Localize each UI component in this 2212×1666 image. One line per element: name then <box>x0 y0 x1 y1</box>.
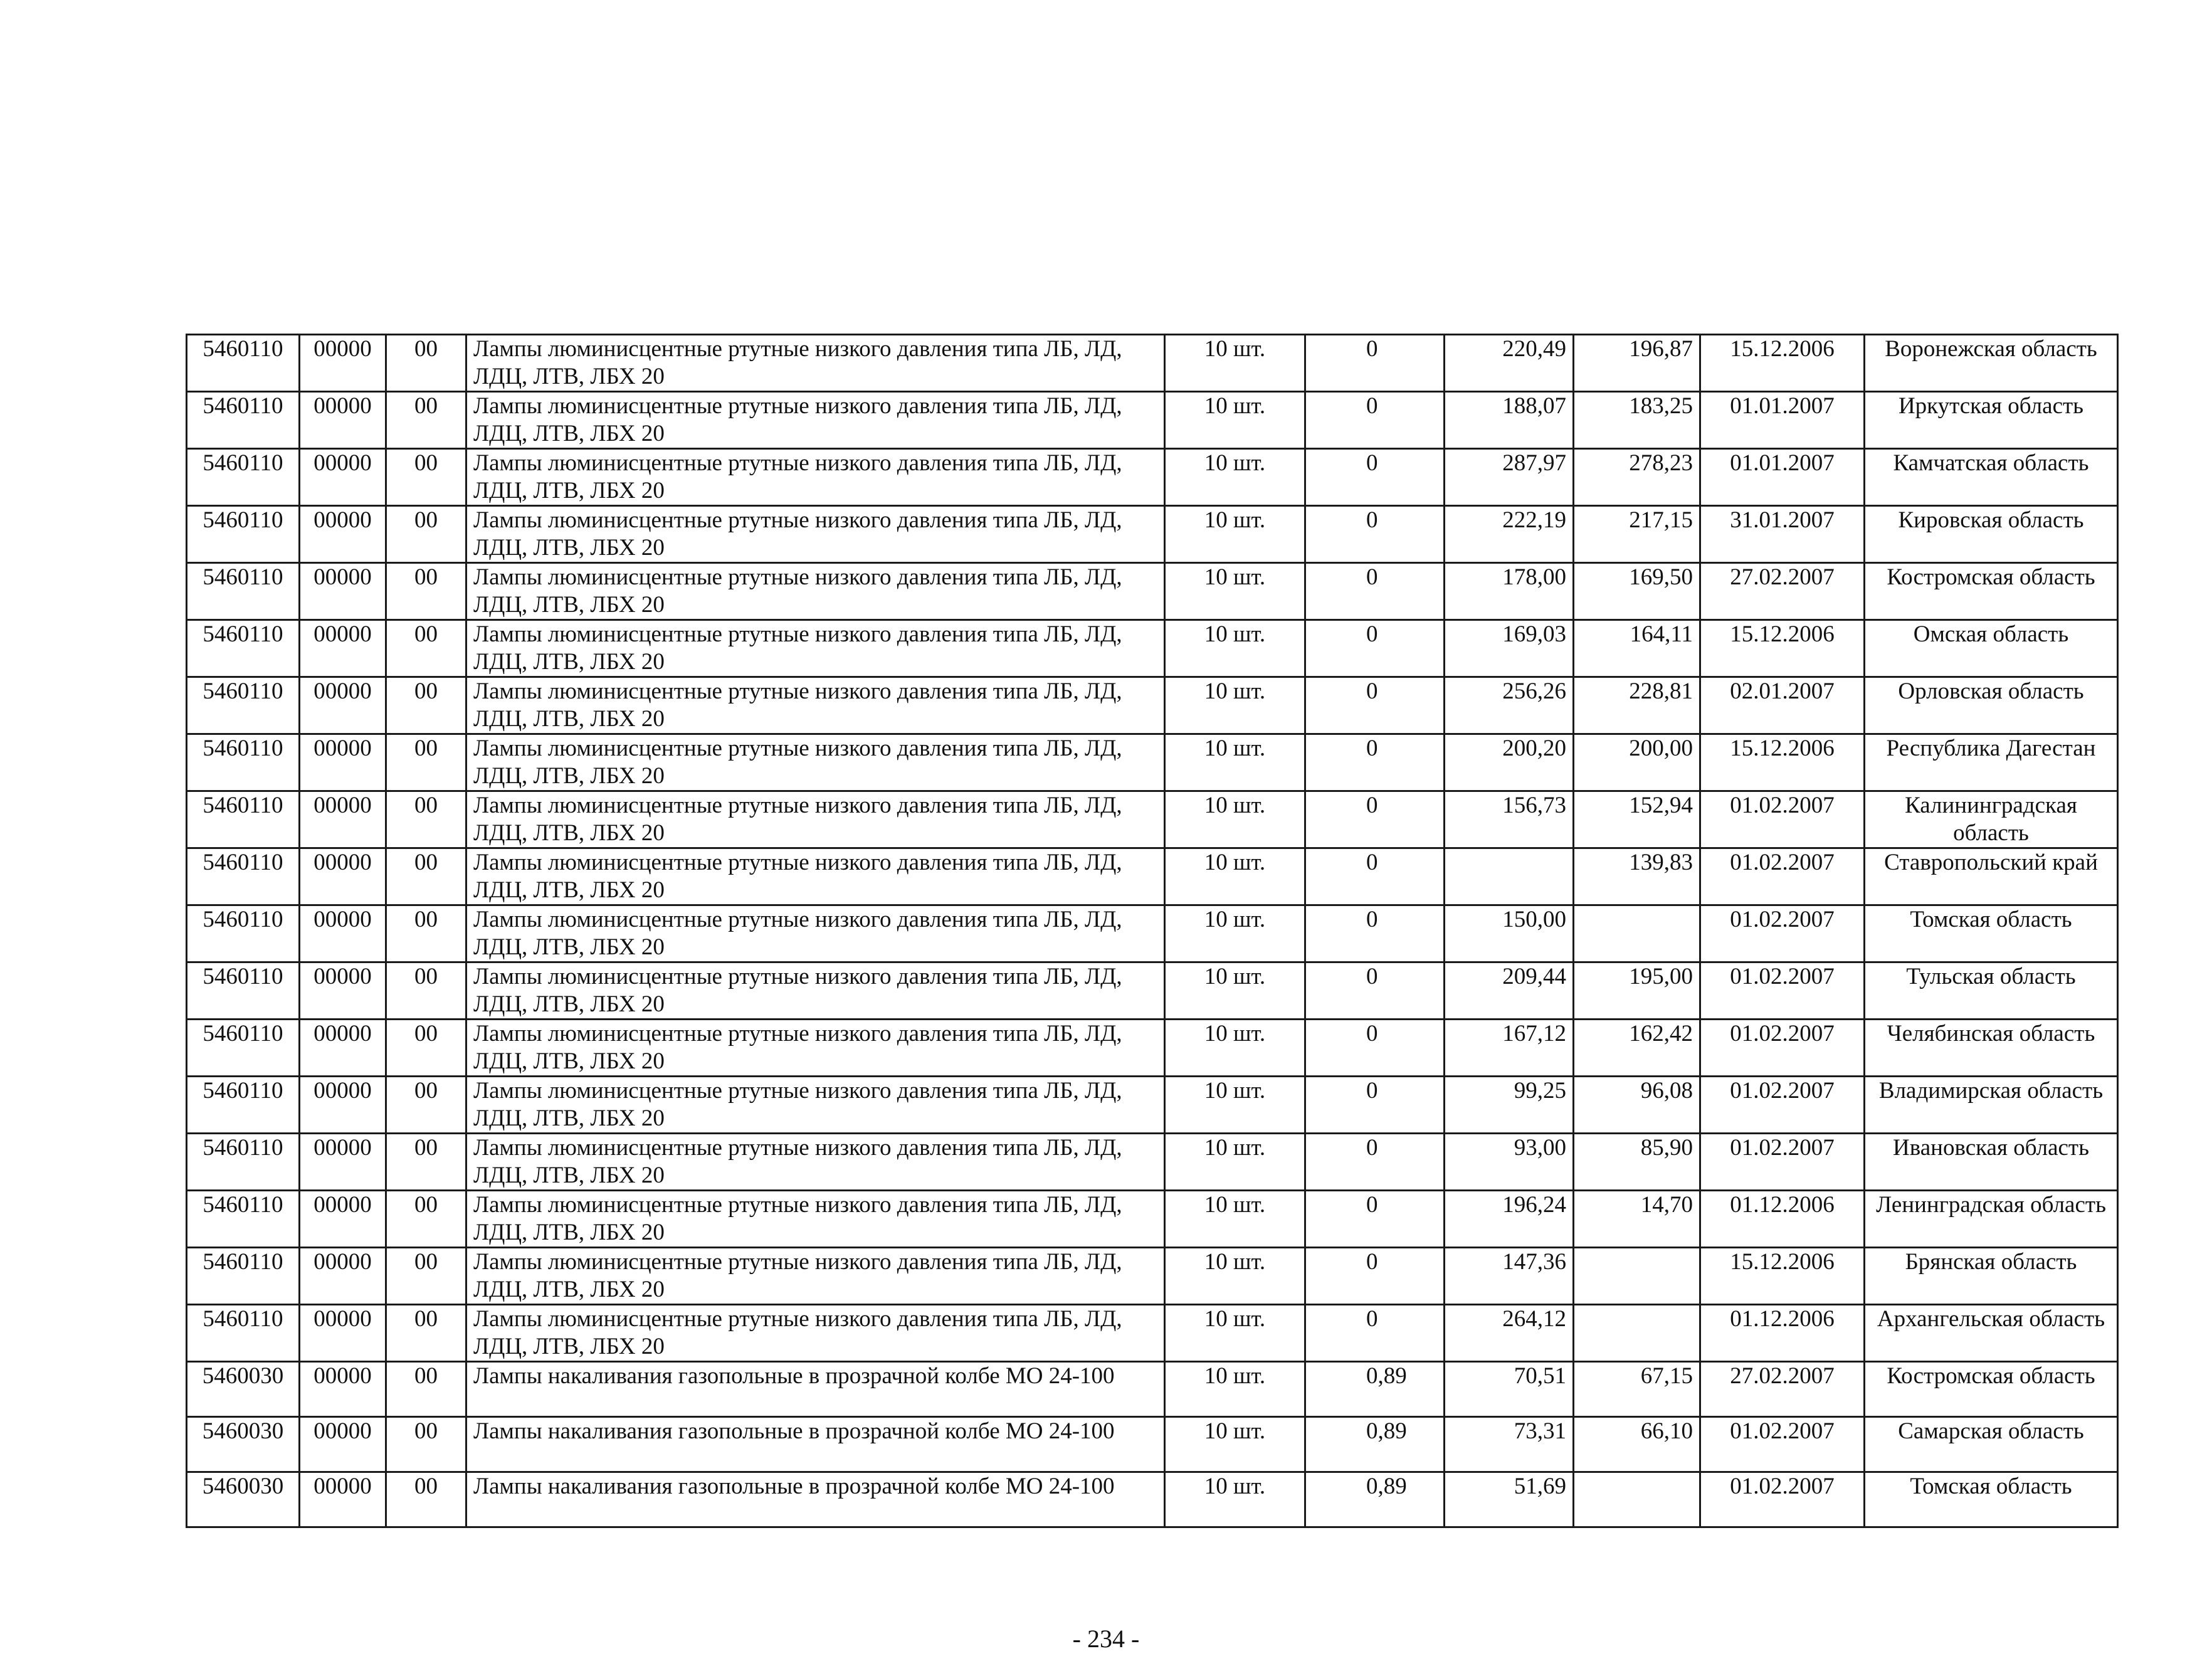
code-cell: 5460110 <box>187 335 300 392</box>
value3-cell <box>1574 1305 1700 1362</box>
flag-cell: 00 <box>386 449 466 506</box>
code-cell: 5460030 <box>187 1417 300 1472</box>
subcode-cell: 00000 <box>300 449 386 506</box>
subcode-cell: 00000 <box>300 1362 386 1417</box>
unit-cell: 10 шт. <box>1165 1020 1305 1077</box>
code-cell: 5460110 <box>187 1248 300 1305</box>
unit-cell: 10 шт. <box>1165 962 1305 1020</box>
table-row <box>187 1020 2118 1077</box>
unit-cell: 10 шт. <box>1165 335 1305 392</box>
date-cell: 27.02.2007 <box>1700 563 1865 620</box>
unit-cell: 10 шт. <box>1165 905 1305 962</box>
subcode-cell: 00000 <box>300 962 386 1020</box>
value2-cell: 51,69 <box>1445 1472 1574 1527</box>
subcode-cell: 00000 <box>300 392 386 449</box>
flag-cell: 00 <box>386 1020 466 1077</box>
table-row <box>187 791 2118 848</box>
product-name-cell: Лампы люминисцентные ртутные низкого давления типа ЛБ, ЛД, ЛДЦ, ЛТВ, ЛБХ 20 <box>466 734 1165 791</box>
unit-cell: 10 шт. <box>1165 1472 1305 1527</box>
value3-cell: 139,83 <box>1574 848 1700 905</box>
region-cell: Костромская область <box>1865 1362 2118 1417</box>
code-cell: 5460110 <box>187 848 300 905</box>
value2-cell: 222,19 <box>1445 506 1574 563</box>
table-row <box>187 1077 2118 1134</box>
subcode-cell: 00000 <box>300 1077 386 1134</box>
subcode-cell: 00000 <box>300 1020 386 1077</box>
flag-cell: 00 <box>386 620 466 677</box>
code-cell: 5460110 <box>187 620 300 677</box>
product-name-cell: Лампы люминисцентные ртутные низкого давления типа ЛБ, ЛД, ЛДЦ, ЛТВ, ЛБХ 20 <box>466 905 1165 962</box>
value3-cell: 200,00 <box>1574 734 1700 791</box>
unit-cell: 10 шт. <box>1165 848 1305 905</box>
region-cell: Республика Дагестан <box>1865 734 2118 791</box>
flag-cell: 00 <box>386 962 466 1020</box>
value2-cell: 220,49 <box>1445 335 1574 392</box>
product-name-cell: Лампы накаливания газопольные в прозрачной колбе МО 24-100 <box>466 1417 1165 1472</box>
value2-cell: 196,24 <box>1445 1191 1574 1248</box>
region-cell: Орловская область <box>1865 677 2118 734</box>
product-name-cell: Лампы люминисцентные ртутные низкого давления типа ЛБ, ЛД, ЛДЦ, ЛТВ, ЛБХ 20 <box>466 962 1165 1020</box>
value2-cell: 169,03 <box>1445 620 1574 677</box>
value2-cell: 70,51 <box>1445 1362 1574 1417</box>
product-name-cell: Лампы люминисцентные ртутные низкого давления типа ЛБ, ЛД, ЛДЦ, ЛТВ, ЛБХ 20 <box>466 506 1165 563</box>
flag-cell: 00 <box>386 848 466 905</box>
product-name-cell: Лампы люминисцентные ртутные низкого давления типа ЛБ, ЛД, ЛДЦ, ЛТВ, ЛБХ 20 <box>466 392 1165 449</box>
product-name-cell: Лампы люминисцентные ртутные низкого давления типа ЛБ, ЛД, ЛДЦ, ЛТВ, ЛБХ 20 <box>466 1077 1165 1134</box>
flag-cell: 00 <box>386 506 466 563</box>
table-row <box>187 620 2118 677</box>
flag-cell: 00 <box>386 392 466 449</box>
product-name-cell: Лампы люминисцентные ртутные низкого давления типа ЛБ, ЛД, ЛДЦ, ЛТВ, ЛБХ 20 <box>466 620 1165 677</box>
code-cell: 5460110 <box>187 563 300 620</box>
value2-cell: 188,07 <box>1445 392 1574 449</box>
value1-cell: 0,89 <box>1305 1472 1445 1527</box>
value1-cell: 0 <box>1305 620 1445 677</box>
date-cell: 15.12.2006 <box>1700 620 1865 677</box>
region-cell: Владимирская область <box>1865 1077 2118 1134</box>
product-name-cell: Лампы люминисцентные ртутные низкого давления типа ЛБ, ЛД, ЛДЦ, ЛТВ, ЛБХ 20 <box>466 449 1165 506</box>
flag-cell: 00 <box>386 905 466 962</box>
value3-cell: 196,87 <box>1574 335 1700 392</box>
region-cell: Камчатская область <box>1865 449 2118 506</box>
value3-cell <box>1574 905 1700 962</box>
date-cell: 01.02.2007 <box>1700 1472 1865 1527</box>
value2-cell: 156,73 <box>1445 791 1574 848</box>
code-cell: 5460110 <box>187 392 300 449</box>
date-cell: 01.02.2007 <box>1700 905 1865 962</box>
value1-cell: 0 <box>1305 1305 1445 1362</box>
region-cell: Воронежская область <box>1865 335 2118 392</box>
region-cell: Томская область <box>1865 1472 2118 1527</box>
flag-cell: 00 <box>386 1472 466 1527</box>
table-row <box>187 563 2118 620</box>
unit-cell: 10 шт. <box>1165 1134 1305 1191</box>
value1-cell: 0,89 <box>1305 1417 1445 1472</box>
code-cell: 5460110 <box>187 677 300 734</box>
table-row <box>187 1417 2118 1472</box>
unit-cell: 10 шт. <box>1165 791 1305 848</box>
value1-cell: 0 <box>1305 734 1445 791</box>
value1-cell: 0 <box>1305 962 1445 1020</box>
region-cell: Омская область <box>1865 620 2118 677</box>
flag-cell: 00 <box>386 1077 466 1134</box>
value1-cell: 0 <box>1305 335 1445 392</box>
value1-cell: 0 <box>1305 791 1445 848</box>
table-row <box>187 1472 2118 1527</box>
product-name-cell: Лампы накаливания газопольные в прозрачной колбе МО 24-100 <box>466 1362 1165 1417</box>
flag-cell: 00 <box>386 1362 466 1417</box>
value2-cell <box>1445 848 1574 905</box>
value3-cell: 66,10 <box>1574 1417 1700 1472</box>
value1-cell: 0 <box>1305 392 1445 449</box>
value3-cell: 278,23 <box>1574 449 1700 506</box>
region-cell: Кировская область <box>1865 506 2118 563</box>
date-cell: 01.02.2007 <box>1700 962 1865 1020</box>
unit-cell: 10 шт. <box>1165 1362 1305 1417</box>
region-cell: Ставропольский край <box>1865 848 2118 905</box>
price-table <box>186 334 2119 1528</box>
date-cell: 15.12.2006 <box>1700 734 1865 791</box>
value3-cell: 14,70 <box>1574 1191 1700 1248</box>
subcode-cell: 00000 <box>300 620 386 677</box>
value1-cell: 0 <box>1305 677 1445 734</box>
subcode-cell: 00000 <box>300 335 386 392</box>
date-cell: 15.12.2006 <box>1700 335 1865 392</box>
table-row <box>187 449 2118 506</box>
subcode-cell: 00000 <box>300 1417 386 1472</box>
code-cell: 5460110 <box>187 962 300 1020</box>
unit-cell: 10 шт. <box>1165 392 1305 449</box>
flag-cell: 00 <box>386 1248 466 1305</box>
value3-cell: 217,15 <box>1574 506 1700 563</box>
code-cell: 5460110 <box>187 734 300 791</box>
date-cell: 01.12.2006 <box>1700 1305 1865 1362</box>
value3-cell: 164,11 <box>1574 620 1700 677</box>
flag-cell: 00 <box>386 1191 466 1248</box>
unit-cell: 10 шт. <box>1165 1417 1305 1472</box>
value3-cell: 162,42 <box>1574 1020 1700 1077</box>
date-cell: 01.02.2007 <box>1700 1134 1865 1191</box>
unit-cell: 10 шт. <box>1165 1248 1305 1305</box>
region-cell: Иркутская область <box>1865 392 2118 449</box>
subcode-cell: 00000 <box>300 905 386 962</box>
value2-cell: 264,12 <box>1445 1305 1574 1362</box>
region-cell: Ленинградская область <box>1865 1191 2118 1248</box>
value3-cell: 169,50 <box>1574 563 1700 620</box>
date-cell: 15.12.2006 <box>1700 1248 1865 1305</box>
code-cell: 5460110 <box>187 1020 300 1077</box>
value3-cell: 183,25 <box>1574 392 1700 449</box>
table-row <box>187 335 2118 392</box>
date-cell: 02.01.2007 <box>1700 677 1865 734</box>
table-row <box>187 1248 2118 1305</box>
product-name-cell: Лампы накаливания газопольные в прозрачной колбе МО 24-100 <box>466 1472 1165 1527</box>
product-name-cell: Лампы люминисцентные ртутные низкого давления типа ЛБ, ЛД, ЛДЦ, ЛТВ, ЛБХ 20 <box>466 1305 1165 1362</box>
product-name-cell: Лампы люминисцентные ртутные низкого давления типа ЛБ, ЛД, ЛДЦ, ЛТВ, ЛБХ 20 <box>466 1020 1165 1077</box>
region-cell: Тульская область <box>1865 962 2118 1020</box>
product-name-cell: Лампы люминисцентные ртутные низкого давления типа ЛБ, ЛД, ЛДЦ, ЛТВ, ЛБХ 20 <box>466 563 1165 620</box>
flag-cell: 00 <box>386 1134 466 1191</box>
region-cell: Брянская область <box>1865 1248 2118 1305</box>
region-cell: Томская область <box>1865 905 2118 962</box>
date-cell: 01.02.2007 <box>1700 791 1865 848</box>
table-row <box>187 962 2118 1020</box>
flag-cell: 00 <box>386 1305 466 1362</box>
table-row <box>187 1191 2118 1248</box>
table-row <box>187 1134 2118 1191</box>
value1-cell: 0,89 <box>1305 1362 1445 1417</box>
page-number: - 234 - <box>1072 1625 1140 1653</box>
code-cell: 5460110 <box>187 506 300 563</box>
value3-cell: 228,81 <box>1574 677 1700 734</box>
value3-cell: 85,90 <box>1574 1134 1700 1191</box>
value2-cell: 93,00 <box>1445 1134 1574 1191</box>
flag-cell: 00 <box>386 791 466 848</box>
code-cell: 5460030 <box>187 1362 300 1417</box>
subcode-cell: 00000 <box>300 1305 386 1362</box>
product-name-cell: Лампы люминисцентные ртутные низкого давления типа ЛБ, ЛД, ЛДЦ, ЛТВ, ЛБХ 20 <box>466 1134 1165 1191</box>
value1-cell: 0 <box>1305 1134 1445 1191</box>
unit-cell: 10 шт. <box>1165 620 1305 677</box>
table-row <box>187 677 2118 734</box>
code-cell: 5460110 <box>187 791 300 848</box>
value3-cell: 96,08 <box>1574 1077 1700 1134</box>
unit-cell: 10 шт. <box>1165 1191 1305 1248</box>
region-cell: Самарская область <box>1865 1417 2118 1472</box>
date-cell: 01.01.2007 <box>1700 392 1865 449</box>
code-cell: 5460110 <box>187 449 300 506</box>
subcode-cell: 00000 <box>300 677 386 734</box>
date-cell: 01.01.2007 <box>1700 449 1865 506</box>
code-cell: 5460110 <box>187 1134 300 1191</box>
value1-cell: 0 <box>1305 1077 1445 1134</box>
value3-cell: 67,15 <box>1574 1362 1700 1417</box>
unit-cell: 10 шт. <box>1165 1305 1305 1362</box>
date-cell: 01.02.2007 <box>1700 1417 1865 1472</box>
value2-cell: 99,25 <box>1445 1077 1574 1134</box>
value2-cell: 147,36 <box>1445 1248 1574 1305</box>
table-row <box>187 1362 2118 1417</box>
value1-cell: 0 <box>1305 563 1445 620</box>
unit-cell: 10 шт. <box>1165 734 1305 791</box>
value3-cell: 152,94 <box>1574 791 1700 848</box>
date-cell: 01.02.2007 <box>1700 848 1865 905</box>
flag-cell: 00 <box>386 734 466 791</box>
code-cell: 5460110 <box>187 1191 300 1248</box>
flag-cell: 00 <box>386 563 466 620</box>
code-cell: 5460110 <box>187 1305 300 1362</box>
flag-cell: 00 <box>386 1417 466 1472</box>
value1-cell: 0 <box>1305 506 1445 563</box>
date-cell: 31.01.2007 <box>1700 506 1865 563</box>
unit-cell: 10 шт. <box>1165 449 1305 506</box>
date-cell: 01.12.2006 <box>1700 1191 1865 1248</box>
value3-cell <box>1574 1248 1700 1305</box>
value1-cell: 0 <box>1305 848 1445 905</box>
table-row <box>187 392 2118 449</box>
date-cell: 01.02.2007 <box>1700 1077 1865 1134</box>
table-body <box>187 335 2118 1527</box>
value2-cell: 287,97 <box>1445 449 1574 506</box>
date-cell: 01.02.2007 <box>1700 1020 1865 1077</box>
value2-cell: 73,31 <box>1445 1417 1574 1472</box>
unit-cell: 10 шт. <box>1165 563 1305 620</box>
product-name-cell: Лампы люминисцентные ртутные низкого давления типа ЛБ, ЛД, ЛДЦ, ЛТВ, ЛБХ 20 <box>466 791 1165 848</box>
table-row <box>187 1305 2118 1362</box>
region-cell: Калининградская область <box>1865 791 2118 848</box>
table-row <box>187 848 2118 905</box>
subcode-cell: 00000 <box>300 734 386 791</box>
subcode-cell: 00000 <box>300 506 386 563</box>
subcode-cell: 00000 <box>300 791 386 848</box>
unit-cell: 10 шт. <box>1165 506 1305 563</box>
value2-cell: 200,20 <box>1445 734 1574 791</box>
region-cell: Костромская область <box>1865 563 2118 620</box>
value2-cell: 209,44 <box>1445 962 1574 1020</box>
product-name-cell: Лампы люминисцентные ртутные низкого давления типа ЛБ, ЛД, ЛДЦ, ЛТВ, ЛБХ 20 <box>466 1248 1165 1305</box>
region-cell: Ивановская область <box>1865 1134 2118 1191</box>
flag-cell: 00 <box>386 677 466 734</box>
subcode-cell: 00000 <box>300 1472 386 1527</box>
subcode-cell: 00000 <box>300 563 386 620</box>
code-cell: 5460110 <box>187 905 300 962</box>
value1-cell: 0 <box>1305 905 1445 962</box>
value1-cell: 0 <box>1305 1020 1445 1077</box>
value2-cell: 167,12 <box>1445 1020 1574 1077</box>
flag-cell: 00 <box>386 335 466 392</box>
value2-cell: 150,00 <box>1445 905 1574 962</box>
unit-cell: 10 шт. <box>1165 1077 1305 1134</box>
value3-cell: 195,00 <box>1574 962 1700 1020</box>
code-cell: 5460030 <box>187 1472 300 1527</box>
table-row <box>187 506 2118 563</box>
value1-cell: 0 <box>1305 1248 1445 1305</box>
subcode-cell: 00000 <box>300 1248 386 1305</box>
unit-cell: 10 шт. <box>1165 677 1305 734</box>
product-name-cell: Лампы люминисцентные ртутные низкого давления типа ЛБ, ЛД, ЛДЦ, ЛТВ, ЛБХ 20 <box>466 1191 1165 1248</box>
value2-cell: 178,00 <box>1445 563 1574 620</box>
date-cell: 27.02.2007 <box>1700 1362 1865 1417</box>
table-row <box>187 734 2118 791</box>
value2-cell: 256,26 <box>1445 677 1574 734</box>
region-cell: Челябинская область <box>1865 1020 2118 1077</box>
value1-cell: 0 <box>1305 1191 1445 1248</box>
subcode-cell: 00000 <box>300 848 386 905</box>
product-name-cell: Лампы люминисцентные ртутные низкого давления типа ЛБ, ЛД, ЛДЦ, ЛТВ, ЛБХ 20 <box>466 677 1165 734</box>
region-cell: Архангельская область <box>1865 1305 2118 1362</box>
product-name-cell: Лампы люминисцентные ртутные низкого давления типа ЛБ, ЛД, ЛДЦ, ЛТВ, ЛБХ 20 <box>466 848 1165 905</box>
value1-cell: 0 <box>1305 449 1445 506</box>
code-cell: 5460110 <box>187 1077 300 1134</box>
subcode-cell: 00000 <box>300 1134 386 1191</box>
table-row <box>187 905 2118 962</box>
value3-cell <box>1574 1472 1700 1527</box>
subcode-cell: 00000 <box>300 1191 386 1248</box>
product-name-cell: Лампы люминисцентные ртутные низкого давления типа ЛБ, ЛД, ЛДЦ, ЛТВ, ЛБХ 20 <box>466 335 1165 392</box>
